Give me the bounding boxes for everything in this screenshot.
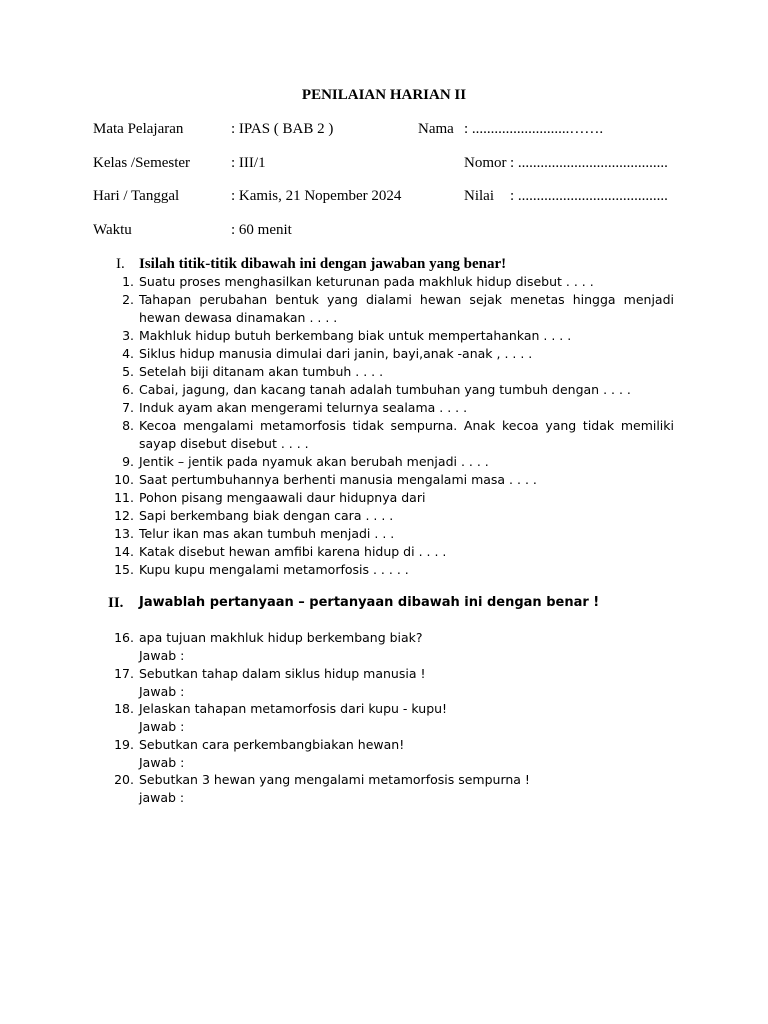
- item-number: 9.: [122, 454, 134, 469]
- answer-field[interactable]: Jawab :: [139, 754, 185, 770]
- list-item: [108, 543, 674, 561]
- item-text: Suatu proses menghasilkan keturunan pada makhluk hidup disebut . . . .: [139, 274, 594, 289]
- item-text: Pohon pisang mengaawali daur hidupnya dari: [139, 490, 426, 505]
- question-text: Sebutkan tahap dalam siklus hidup manusia !: [139, 665, 426, 681]
- item-number: 14.: [114, 544, 134, 559]
- list-item: [108, 471, 674, 489]
- section1-heading: Isilah titik-titik dibawah ini dengan jawaban yang benar!: [139, 256, 507, 272]
- kelas-value: : III/1: [231, 155, 266, 171]
- answer-field[interactable]: jawab :: [139, 790, 185, 805]
- page-title: PENILAIAN HARIAN II: [301, 87, 467, 103]
- item-text: Setelah biji ditanam akan tumbuh . . . .: [139, 364, 384, 379]
- item-text: Kupu kupu mengalami metamorfosis . . . . .: [139, 562, 409, 577]
- item-text: Induk ayam akan mengerami telurnya sealama . . . .: [139, 400, 468, 415]
- waktu-value: : 60 menit: [231, 222, 292, 238]
- question-number: 18.: [114, 701, 134, 716]
- item-text: Katak disebut hewan amfibi karena hidup di . . . .: [139, 544, 447, 559]
- list-item: [108, 363, 674, 381]
- list-item: [108, 507, 674, 525]
- nilai-label: Nilai: [464, 188, 494, 204]
- waktu-label: Waktu: [93, 222, 132, 238]
- nilai-field[interactable]: : ........................................: [510, 188, 668, 204]
- list-item: [108, 525, 674, 543]
- list-item: [108, 417, 674, 453]
- question-number: 17.: [114, 665, 134, 681]
- item-text: Saat pertumbuhannya berhenti manusia mengalami masa . . . .: [139, 472, 537, 487]
- item-number: 11.: [114, 490, 134, 505]
- item-number: 8.: [122, 418, 134, 433]
- item-text: Cabai, jagung, dan kacang tanah adalah tumbuhan yang tumbuh dengan . . . .: [139, 382, 631, 397]
- list-item: [108, 327, 674, 345]
- list-item: [108, 561, 674, 579]
- nomor-label: Nomor: [464, 155, 507, 171]
- kelas-label: Kelas /Semester: [93, 155, 191, 171]
- question-text: Sebutkan 3 hewan yang mengalami metamorfosis sempurna !: [139, 772, 530, 787]
- item-number: 13.: [114, 526, 134, 541]
- list-item: [108, 381, 674, 399]
- mapel-label: Mata Pelajaran: [93, 121, 184, 137]
- hari-label: Hari / Tanggal: [93, 188, 180, 204]
- answer-field[interactable]: Jawab :: [139, 648, 185, 663]
- nomor-field[interactable]: : ........................................: [510, 155, 668, 171]
- item-number: 5.: [122, 364, 134, 379]
- question-text: Jelaskan tahapan metamorfosis dari kupu - kupu!: [139, 701, 448, 716]
- item-text: Telur ikan mas akan tumbuh menjadi . . .: [139, 526, 395, 541]
- item-number: 15.: [114, 562, 134, 577]
- list-item: [108, 399, 674, 417]
- question-number: 19.: [114, 736, 134, 752]
- item-number: 1.: [122, 274, 134, 289]
- item-text-continued: hewan dewasa dinamakan . . . .: [139, 310, 338, 325]
- question-text: apa tujuan makhluk hidup berkembang biak?: [139, 630, 423, 645]
- item-number: 6.: [122, 382, 134, 397]
- answer-field[interactable]: Jawab :: [139, 683, 185, 699]
- list-item: [108, 273, 674, 291]
- list-item: [108, 345, 674, 363]
- hari-value: : Kamis, 21 Nopember 2024: [231, 188, 402, 204]
- nama-field[interactable]: : ..........................…….: [464, 121, 604, 137]
- item-number: 7.: [122, 400, 134, 415]
- item-text: Sapi berkembang biak dengan cara . . . .: [139, 508, 394, 523]
- item-text: Kecoa mengalami metamorfosis tidak sempurna. Anak kecoa yang tidak memiliki: [139, 418, 674, 433]
- item-text: Siklus hidup manusia dimulai dari janin, bayi,anak -anak , . . . .: [139, 346, 533, 361]
- mapel-value: : IPAS ( BAB 2 ): [231, 121, 334, 137]
- item-text: Makhluk hidup butuh berkembang biak untuk mempertahankan . . . .: [139, 328, 572, 343]
- question-number: 20.: [114, 772, 134, 787]
- item-text-continued: sayap disebut disebut . . . .: [139, 436, 309, 451]
- section2-numeral: II.: [108, 595, 124, 611]
- item-number: 3.: [122, 328, 134, 343]
- item-number: 10.: [114, 472, 134, 487]
- item-number: 12.: [114, 508, 134, 523]
- question-number: 16.: [114, 630, 134, 645]
- list-item: [108, 291, 674, 327]
- section2-heading: Jawablah pertanyaan – pertanyaan dibawah ini dengan benar !: [139, 595, 600, 610]
- question-text: Sebutkan cara perkembangbiakan hewan!: [139, 736, 405, 752]
- list-item: [108, 453, 674, 471]
- list-item: [108, 489, 674, 507]
- item-number: 2.: [122, 292, 134, 307]
- item-text: Tahapan perubahan bentuk yang dialami hewan sejak menetas hingga menjadi: [139, 292, 674, 307]
- section1-numeral: I.: [116, 256, 125, 272]
- nama-label: Nama: [418, 121, 454, 137]
- answer-field[interactable]: Jawab :: [139, 719, 185, 734]
- item-text: Jentik – jentik pada nyamuk akan berubah menjadi . . . .: [139, 454, 489, 469]
- item-number: 4.: [122, 346, 134, 361]
